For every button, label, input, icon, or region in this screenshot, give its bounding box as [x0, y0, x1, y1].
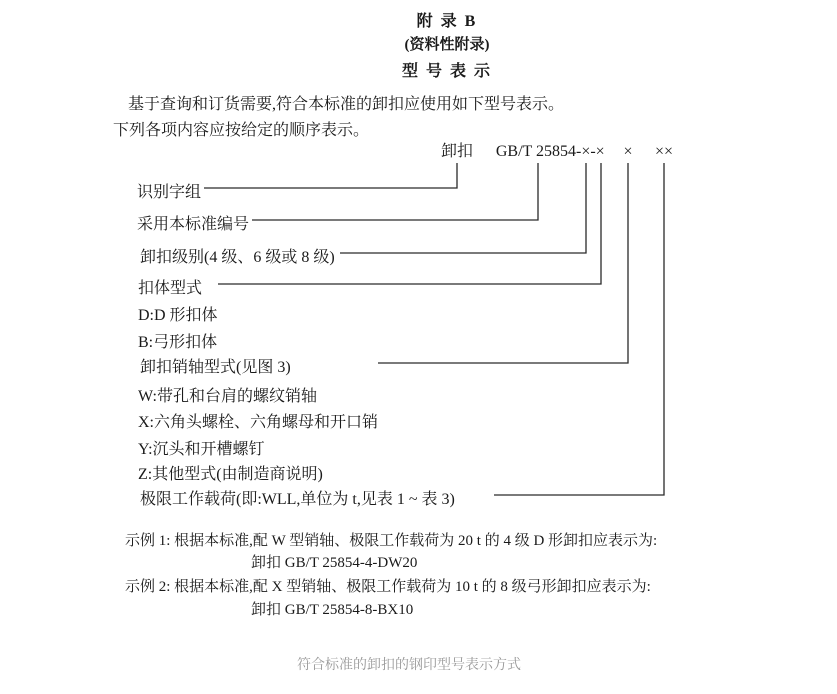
appendix-subtitle: (资料性附录) [404, 37, 490, 53]
label-pin-x: X:六角头螺栓、六角螺母和开口销 [138, 414, 379, 431]
figure-caption: 符合标准的卸扣的钢印型号表示方式 [297, 656, 521, 672]
intro-line-2: 下列各项内容应按给定的顺序表示。 [113, 122, 370, 139]
label-pin-y: Y:沉头和开槽螺钉 [138, 441, 265, 458]
example-2-code: 卸扣 GB/T 25854-8-BX10 [251, 602, 414, 618]
example-2-text: 示例 2: 根据本标准,配 X 型销轴、极限工作载荷为 10 t 的 8 级弓形卸扣应表示为: [125, 579, 651, 595]
example-1-text: 示例 1: 根据本标准,配 W 型销轴、极限工作载荷为 20 t 的 4 级 D 形卸扣应表示为: [125, 533, 658, 549]
appendix-title: 附 录 B [416, 13, 478, 30]
section-title: 型 号 表 示 [401, 63, 493, 80]
label-body-type-d: D:D 形扣体 [138, 307, 218, 324]
label-id-group: 识别字组 [137, 184, 202, 201]
label-pin-w: W:带孔和台肩的螺纹销轴 [138, 388, 317, 405]
designation-prefix: 卸扣 [440, 143, 474, 160]
leader-wll [494, 163, 664, 495]
designation-pin-placeholder: × [623, 143, 633, 160]
label-standard-number: 采用本标准编号 [137, 216, 250, 233]
label-wll: 极限工作载荷(即:WLL,单位为 t,见表 1 ~ 表 3) [140, 491, 455, 508]
designation-standard-code: GB/T 25854 [495, 143, 576, 160]
leader-grade [340, 163, 586, 253]
label-body-type-b: B:弓形扣体 [138, 334, 218, 351]
leader-pin-type [378, 163, 628, 363]
designation-wll-placeholder: ×× [654, 143, 674, 160]
leader-id-group [204, 163, 457, 188]
label-pin-z: Z:其他型式(由制造商说明) [138, 466, 323, 483]
label-body-type: 扣体型式 [138, 280, 203, 297]
example-1-code: 卸扣 GB/T 25854-4-DW20 [251, 555, 418, 571]
leader-standard-number [252, 163, 538, 220]
label-pin-type: 卸扣销轴型式(见图 3) [140, 359, 291, 376]
designation-suffix-pattern: -×-× [576, 143, 605, 160]
intro-line-1: 基于查询和订货需要,符合本标准的卸扣应使用如下型号表示。 [128, 96, 565, 113]
label-grade: 卸扣级别(4 级、6 级或 8 级) [140, 249, 335, 266]
